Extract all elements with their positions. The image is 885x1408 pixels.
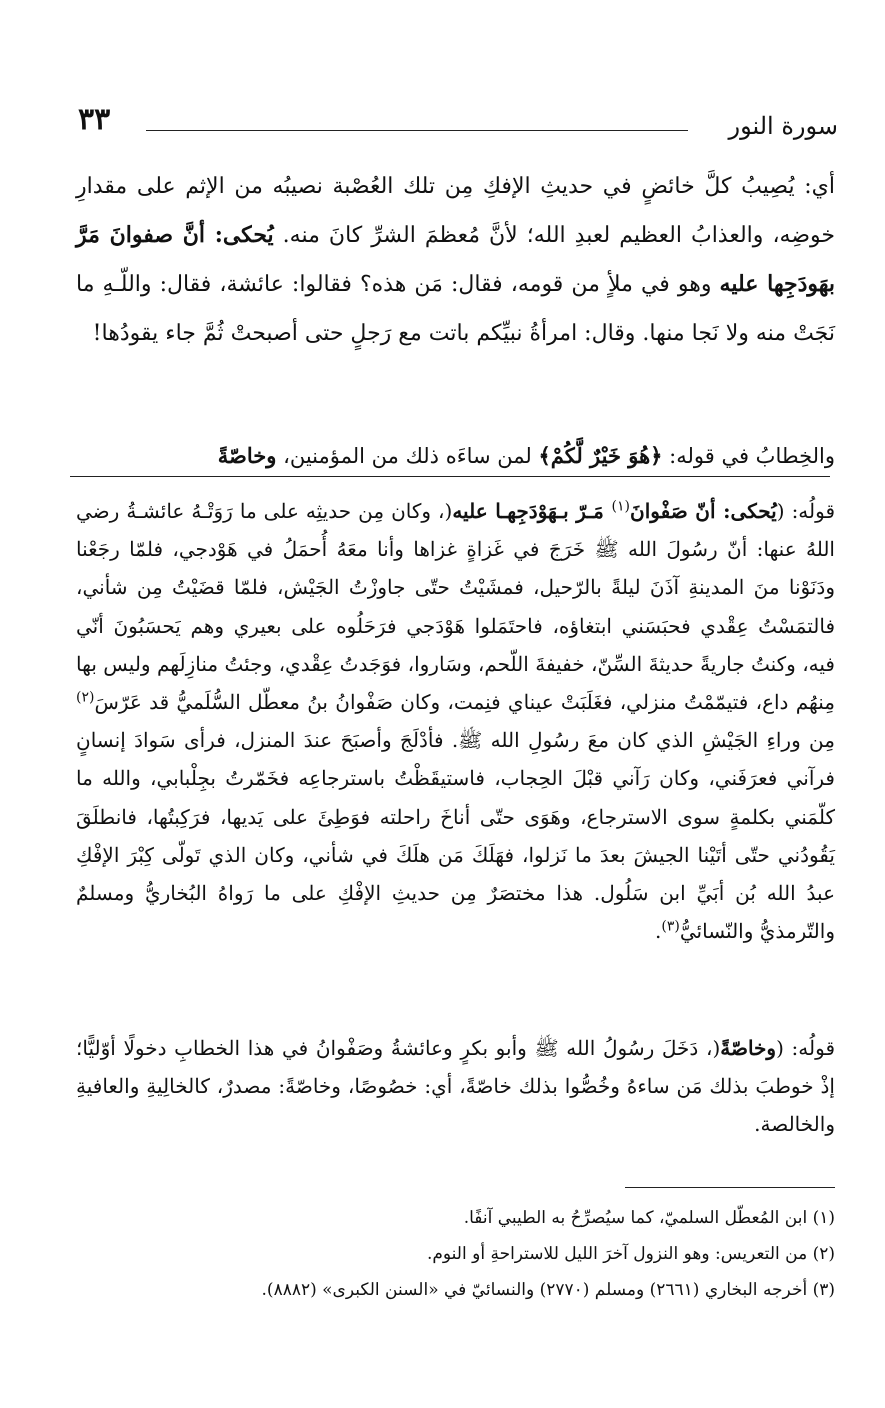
commentary-text: . bbox=[655, 919, 662, 944]
quoted-lemma: يُحكى: أنّ صَفْوانَ bbox=[630, 499, 777, 523]
footnote-2: (٢) من التعريس: وهو النزول آخرَ الليل للاستراحةِ أو النوم. bbox=[426, 1244, 835, 1264]
main-text: أي: يُصِيبُ كلَّ خائضٍ في حديثِ الإفكِ مِن تلك العُصْبة نصيبُه من الإثم على مقدارِ خوضِه، والعذابُ العظيم لعبدِ الله؛ لأنَّ مُعظمَ الشرِّ كانَ منه. bbox=[76, 174, 835, 248]
commentary-text: قولُه: ( bbox=[776, 1036, 835, 1060]
quoted-narration: يُحكى: أنَّ صفوانَ مَرَّ بهَودَجِها عليه bbox=[76, 222, 835, 297]
commentary-text: (، وكان مِن حديثِه على ما رَوَتْـهُ عائشـةُ رضي اللهُ عنها: أنّ رسُولَ الله ﷺ خَرَجَ في غَزاةٍ غزاها وأنا معَهُ أُحمَلُ في هَوْدجي، فلمّا رجَعْنا ودَنَوْنا منَ المدينةِ آذَنَ ليلةً بالرّحيل، فمشَيْتُ حتّى جاوزْتُ الجَيْش، فلمّا قضَيْتُ مِن شأني، فالتمَسْتُ عِقْدي فحبَسَني ابتغاؤه، فاحتَمَلوا هَوْدَجي فرَحَلُوه على بعيري وهم يَحسَبُونَ أنّي فيه، وكنتُ جاريةً حديثةَ السِّنّ، خفيفةَ اللّحم، وسَاروا، فوَجَدتُ عِقْدي، وجئتُ منازِلَهم وليس بها مِنهُم داع، فتيمّمْتُ منزلي، فغَلَبَتْ عيناي فنِمت، وكان صَفْوانُ بنُ معطّل السُّلَميُّ قد عَرّسَ bbox=[76, 499, 835, 715]
footnote-ref-3[interactable]: (٣) bbox=[661, 918, 680, 935]
footnote-1: (١) ابن المُعطّل السلميّ، كما سيُصرِّحُ به الطيبي آنفًا. bbox=[463, 1208, 835, 1228]
footnotes bbox=[76, 1200, 835, 1308]
surah-title: سورة النور bbox=[728, 112, 838, 140]
quran-verse: ﴿هُوَ خَيْرٌ لَّكُمْ﴾ bbox=[538, 443, 663, 468]
commentary-paragraph-1 bbox=[76, 492, 835, 950]
quoted-lemma: مَـرّ بـهَوْدَجِهـا عليه bbox=[452, 499, 612, 523]
commentary-paragraph-2 bbox=[76, 1029, 835, 1143]
main-text-paragraph bbox=[76, 162, 835, 358]
main-text: لمن ساءَه ذلك من المؤمنين، bbox=[276, 444, 539, 468]
main-text: والخِطابُ في قوله: bbox=[662, 444, 835, 468]
main-text-paragraph-2 bbox=[76, 431, 835, 481]
main-text: وهو في ملأٍ من قومه، فقال: مَن هذه؟ فقالوا: عائشة، فقال: واللّـهِ ما نَجَتْ منه ولا نَجا منها. وقال: امرأةُ نبيِّكم باتت مع رَجلٍ حتى أصبحتْ ثُمَّ جاء يقودُها! bbox=[76, 272, 835, 346]
page-number: ٣٣ bbox=[78, 102, 111, 137]
footnote-3: (٣) أخرجه البخاري (٢٦٦١) ومسلم (٢٧٧٠) والنسائيّ في «السنن الكبرى» (٨٨٨٢). bbox=[261, 1280, 835, 1300]
footnote-ref-1[interactable]: (١) bbox=[611, 498, 630, 515]
section-divider bbox=[70, 476, 830, 477]
commentary-text: قولُه: ( bbox=[776, 499, 836, 523]
keyword: وخاصّةً bbox=[217, 443, 277, 468]
quoted-lemma: وخاصّةً bbox=[720, 1036, 777, 1060]
footnote-ref-2[interactable]: (٢) bbox=[76, 689, 95, 706]
header-rule bbox=[146, 130, 688, 131]
footnote-divider bbox=[625, 1187, 835, 1188]
page-header bbox=[78, 102, 838, 152]
commentary-text: (، دَخَلَ رسُولُ الله ﷺ وأبو بكرٍ وعائشةُ وصَفْوانُ في هذا الخطابِ دخولًا أوّليًّا؛ إذْ خوطبَ بذلك مَن ساءهُ وخُصُّوا بذلك خاصّةً، أي: خصُوصًا، وخاصّةً: مصدرٌ، كالخالِيةِ والعافيةِ والخالصة. bbox=[76, 1036, 835, 1136]
commentary-text: مِن وراءِ الجَيْشِ الذي كان معَ رسُولِ الله ﷺ. فأدْلَجَ وأصبَحَ عندَ المنزل، فرأى سَوادَ إنسانٍ فرآني فعرَفَني، وكان رَآني قبْلَ الحِجاب، فاستيقَظْتُ باسترجاعِه فخَمّرتُ بجِلْبابي، والله ما كلّمَني بكلمةٍ سوى الاسترجاع، وهَوَى حتّى أناخَ راحلته فوَطِئَ على يَديها، فرَكِبتُها، فانطلَقَ يَقُودُني حتّى أتَيْنا الجيشَ بعدَ ما نَزلوا، فهَلَكَ مَن هلَكَ في شأني، وكان الذي تَولّى كِبْرَ الإفْكِ عبدُ الله بُن أبَيِّ ابن سَلُول. هذا مختصَرٌ مِن حديثِ الإفْكِ على ما رَواهُ البُخاريُّ ومسلمٌ والتّرمذيُّ والنّسائيُّ bbox=[76, 728, 835, 944]
